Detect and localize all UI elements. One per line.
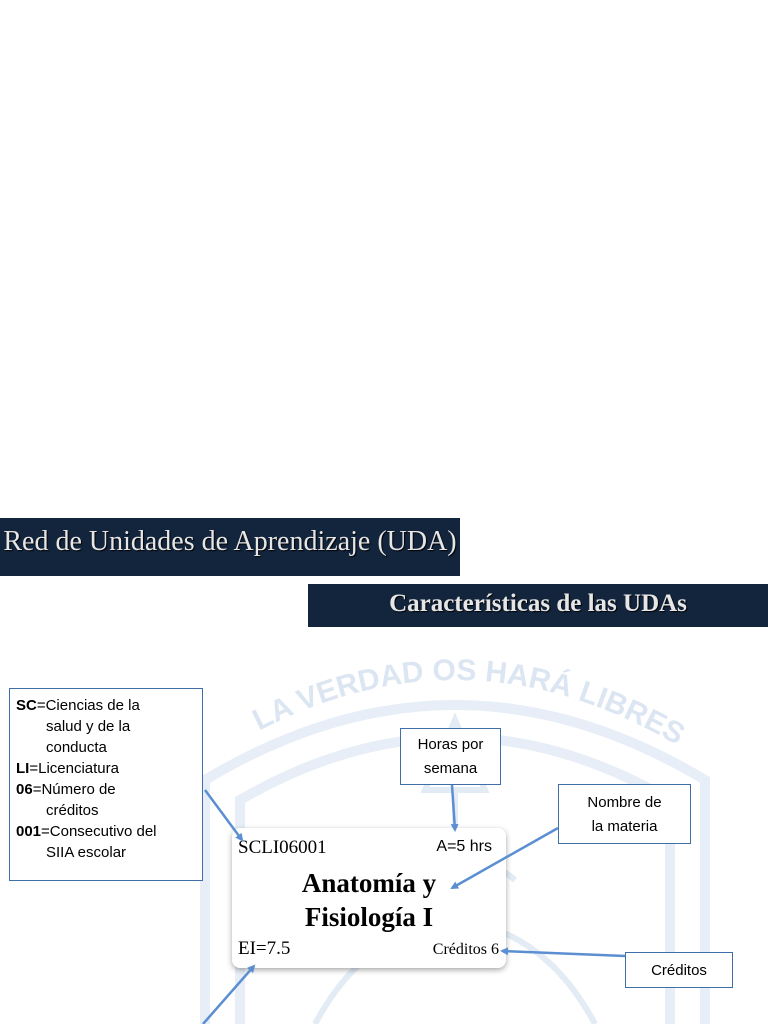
course-name [232, 866, 506, 934]
legend-sc-cont1: salud y de la [46, 718, 131, 735]
course-code: SCLI06001 [238, 837, 327, 858]
course-name-line2: Fisiología I [304, 902, 434, 932]
course-credits: Créditos 6 [432, 941, 499, 958]
nombre-callout [558, 784, 691, 844]
code-legend-box [9, 688, 203, 881]
course-name-line1: Anatomía y [301, 868, 437, 898]
course-hours: A=5 hrs [436, 838, 492, 855]
course-card [232, 828, 506, 968]
legend-001: 001=Consecutivo del [16, 823, 157, 840]
legend-li: LI=Licenciatura [16, 760, 119, 777]
nombre-line1: Nombre de [587, 794, 662, 811]
caracteristicas-title: Características de las UDAs [389, 590, 687, 617]
horas-callout [400, 728, 501, 785]
creditos-label: Créditos [651, 962, 707, 979]
horas-line1: Horas por [417, 736, 484, 753]
nombre-line2: la materia [591, 818, 658, 835]
horas-line2: semana [423, 760, 478, 777]
red-uda-title: Red de Unidades de Aprendizaje (UDA) [3, 526, 457, 557]
legend-06-cont1: créditos [46, 802, 99, 819]
seal-motto: LA VERDAD OS HARÁ LIBRES [247, 653, 691, 752]
caracteristicas-banner [308, 584, 768, 627]
creditos-callout [625, 952, 733, 988]
legend-001-cont1: SIIA escolar [46, 844, 127, 861]
red-uda-banner [0, 518, 460, 576]
legend-06: 06=Número de [16, 781, 116, 798]
course-ei: EI=7.5 [238, 938, 291, 959]
legend-sc: SC=Ciencias de la [16, 697, 140, 714]
legend-sc-cont2: conducta [46, 739, 107, 756]
